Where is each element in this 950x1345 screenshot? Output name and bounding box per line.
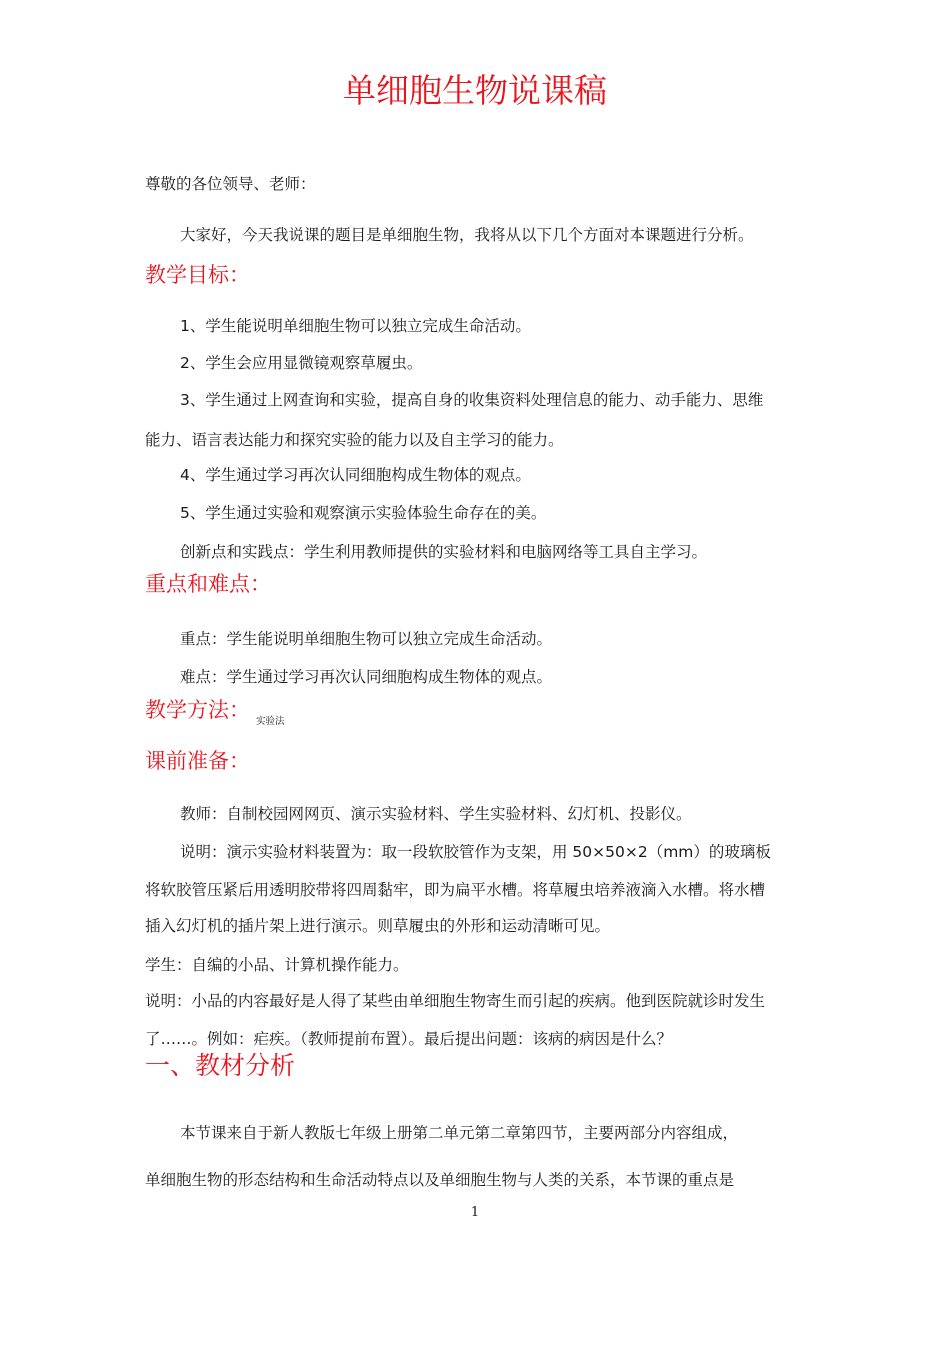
document-title: 单细胞生物说课稿 [343, 71, 607, 110]
prep-line: 插入幻灯机的插片架上进行演示。则草履虫的外形和运动清晰可见。 [145, 917, 611, 935]
goal-item: 3、学生通过上网查询和实验，提高自身的收集资料处理信息的能力、动手能力、思维 [180, 391, 764, 409]
intro-paragraph: 大家好，今天我说课的题目是单细胞生物，我将从以下几个方面对本课题进行分析。 [180, 226, 754, 244]
prep-line: 将软胶管压紧后用透明胶带将四周黏牢，即为扁平水槽。将草履虫培养液滴入水槽。将水槽 [145, 881, 766, 899]
goal-item: 4、学生通过学习再次认同细胞构成生物体的观点。 [180, 466, 531, 484]
innovation-point: 创新点和实践点：学生利用教师提供的实验材料和电脑网络等工具自主学习。 [180, 543, 708, 561]
difficult-point: 难点：学生通过学习再次认同细胞构成生物体的观点。 [180, 668, 553, 686]
teaching-method-value: 实验法 [256, 716, 285, 727]
heading-preparation: 课前准备： [145, 749, 250, 773]
goal-item: 1、学生能说明单细胞生物可以独立完成生命活动。 [180, 317, 531, 335]
heading-teaching-goals: 教学目标： [145, 263, 250, 287]
goal-item-continued: 能力、语言表达能力和探究实验的能力以及自主学习的能力。 [145, 431, 564, 449]
goal-item: 2、学生会应用显微镜观察草履虫。 [180, 354, 423, 372]
prep-line: 说明：小品的内容最好是人得了某些由单细胞生物寄生而引起的疾病。他到医院就诊时发生 [145, 992, 766, 1010]
prep-line: 说明：演示实验材料装置为：取一段软胶管作为支架，用 50×50×2（mm）的玻璃板 [180, 843, 771, 861]
heading-material-analysis: 一、教材分析 [145, 1051, 296, 1080]
prep-line: 了……。例如：疟疾。（教师提前布置）。最后提出问题：该病的病因是什么？ [145, 1030, 673, 1048]
analysis-line: 本节课来自于新人教版七年级上册第二单元第二章第四节，主要两部分内容组成， [180, 1124, 739, 1142]
page-number: 1 [470, 1205, 480, 1220]
greeting: 尊敬的各位领导、老师： [145, 175, 316, 193]
prep-line: 教师：自制校园网网页、演示实验材料、学生实验材料、幻灯机、投影仪。 [180, 805, 692, 823]
analysis-line: 单细胞生物的形态结构和生命活动特点以及单细胞生物与人类的关系，本节课的重点是 [145, 1171, 735, 1189]
goal-item: 5、学生通过实验和观察演示实验体验生命存在的美。 [180, 504, 547, 522]
key-point: 重点：学生能说明单细胞生物可以独立完成生命活动。 [180, 630, 553, 648]
prep-line: 学生：自编的小品、计算机操作能力。 [145, 956, 409, 974]
heading-teaching-method: 教学方法： [145, 698, 250, 722]
heading-key-points: 重点和难点： [145, 572, 271, 596]
